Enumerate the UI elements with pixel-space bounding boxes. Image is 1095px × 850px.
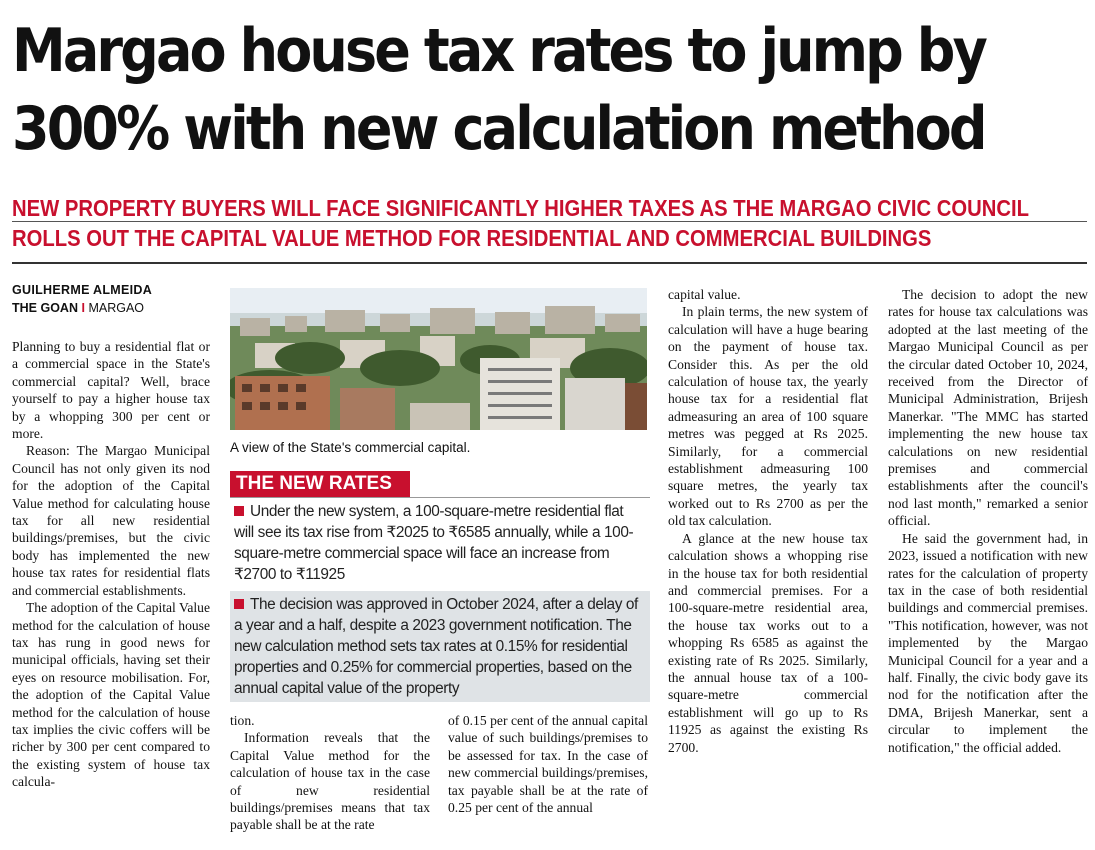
byline-publication: THE GOAN <box>12 301 78 315</box>
deck-subheadline <box>12 193 1092 253</box>
factbox-item <box>230 591 650 702</box>
article-column-2 <box>230 712 430 834</box>
red-square-bullet-icon <box>234 599 244 609</box>
factbox-item-text: The decision was approved in October 2024, after a delay of a year and a half, despite a 2023 government notification. The new calculation method sets tax rates at 0.15% for residential properties and 0.25% for commercial properties, based on the annual capital value of the property <box>234 596 638 697</box>
deck-line-1: NEW PROPERTY BUYERS WILL FACE SIGNIFICANTLY HIGHER TAXES AS THE MARGAO CIVIC COUNCIL <box>12 195 1029 221</box>
paragraph: tion. <box>230 713 255 728</box>
deck-divider <box>12 221 1087 222</box>
headline-line-2: 300% with new calculation method <box>12 94 985 164</box>
byline-location: MARGAO <box>88 301 144 315</box>
city-skyline-photo <box>230 288 647 430</box>
factbox-item-text: Under the new system, a 100-square-metre residential flat will see its tax rise from ₹2025 to ₹6585 annually, while a 100-square-metre commercial space will face an increase from ₹2700 to ₹11925 <box>234 503 634 583</box>
paragraph: Planning to buy a residential flat or a commercial space in the State's commercial capital? Well, brace yourself to pay a higher house tax by a whopping 300 per cent or more. <box>12 339 210 442</box>
byline-separator: I <box>81 301 85 315</box>
article-column-1 <box>12 338 210 791</box>
paragraph: Information reveals that the Capital Value method for the calculation of house tax in the case of new residential buildings/premises means that tax payable shall be at the rate <box>230 730 430 833</box>
paragraph: The adoption of the Capital Value method for the calculation of house tax has rung in good news for municipal officials, having set their eyes on resource mobilisation. For, the adoption of the Capital Value method for the calculation of house tax implies the civic coffers will be richer by 300 per cent compared to the existing system of house tax calcula- <box>12 600 210 790</box>
article-column-3 <box>448 712 648 816</box>
paragraph: of 0.15 per cent of the annual capital value of such buildings/premises to be assessed for tax. In the case of new commercial buildings/premises, tax payable shall be at the rate of 0.25 per cent of the annual <box>448 713 648 816</box>
factbox-item <box>230 498 650 588</box>
red-square-bullet-icon <box>234 506 244 516</box>
paragraph: He said the government had, in 2023, issued a notification with new rates for the calculation of property tax in the case of both residential buildings and commercial premises. "This notification, however, was not implemented by the Margao Municipal Council for a year and a half. Finally, the civic body gave its nod for the notification after the DMA, Brijesh Manerkar, sent a circular to implement the notification," the official added. <box>888 530 1088 755</box>
paragraph: A glance at the new house tax calculation shows a whopping rise in the house tax for both residential and commercial premises. For a 100-square-metre residential area, the house tax works out to a whopping Rs 6585 as against the existing rate of Rs 2025. Similarly, the annual house tax of a 100-square-metre commercial establishment will go up to Rs 11925 as against the existing Rs 2700. <box>668 530 868 755</box>
byline-author: GUILHERME ALMEIDA <box>12 283 153 297</box>
article-column-4 <box>668 286 868 756</box>
deck-line-2: ROLLS OUT THE CAPITAL VALUE METHOD FOR RESIDENTIAL AND COMMERCIAL BUILDINGS <box>12 225 932 251</box>
paragraph: In plain terms, the new system of calculation will have a huge bearing on the payment of house tax. Consider this. As per the old calculation of house tax, the yearly house tax for a residential flat admeasuring an area of 100 square metres was pegged at Rs 2025. Similarly, for a commercial establishment admeasuring 100 square metres, the yearly tax worked out to Rs 2700 as per the old tax calculation. <box>668 304 868 529</box>
paragraph: capital value. <box>668 287 741 302</box>
headline-line-1: Margao house tax rates to jump by <box>12 16 985 86</box>
paragraph: The decision to adopt the new rates for house tax calculations was adopted at the last meeting of the Margao Municipal Council as per the circular dated October 10, 2024, received from the Director of Municipal Administration, Brijesh Manerkar. "The MMC has started implementing the new house tax calculations on new residential premises and commercial establishments after the council's nod last month," remarked a senior official. <box>888 287 1088 529</box>
deck-bottom-rule <box>12 262 1087 264</box>
article-column-5 <box>888 286 1088 756</box>
headline <box>12 12 985 168</box>
new-rates-factbox <box>230 471 650 696</box>
photo-caption: A view of the State's commercial capital. <box>230 440 471 455</box>
byline <box>12 281 152 317</box>
factbox-title: THE NEW RATES <box>230 471 410 497</box>
paragraph: Reason: The Margao Municipal Council has not only given its nod for the adoption of the Capital Value method for calculating house tax for all new residential buildings/premises, but the civic body has implemented the new house tax rates for residential flats and commercial establishments. <box>12 443 210 598</box>
